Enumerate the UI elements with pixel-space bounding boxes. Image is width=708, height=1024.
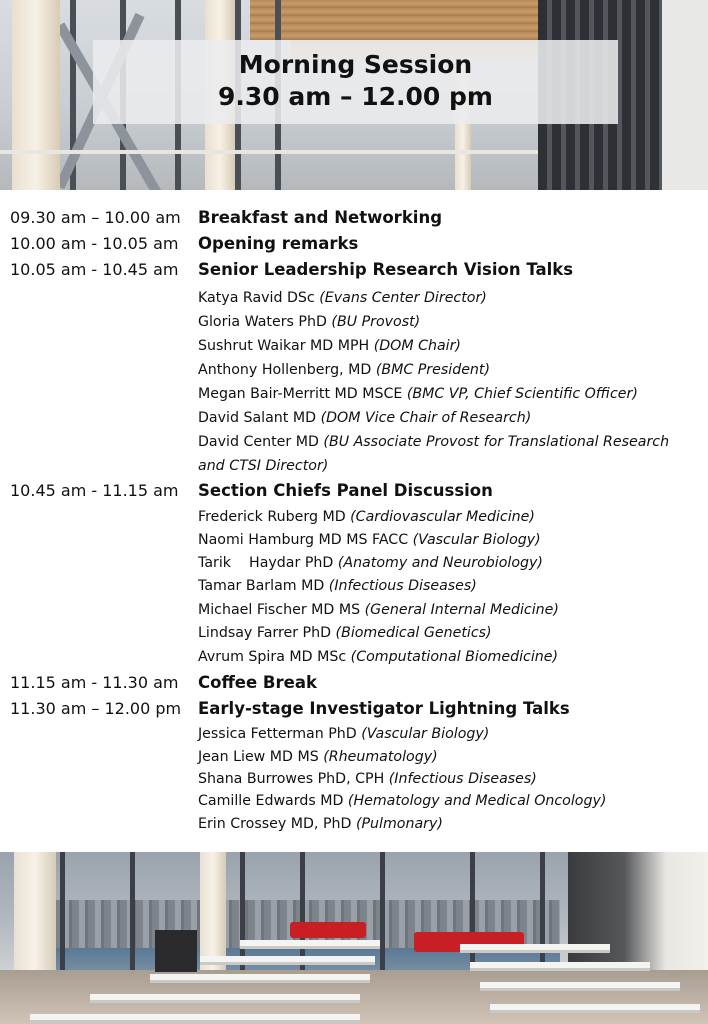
- speaker-name: Lindsay Farrer PhD: [198, 625, 336, 641]
- speaker-role: (BMC President): [375, 362, 491, 378]
- table: [200, 956, 375, 962]
- table: [470, 962, 650, 968]
- speaker-name: Megan Bair-Merritt MD MSCE: [198, 386, 407, 402]
- speaker-role: (DOM Chair): [373, 338, 461, 354]
- speaker: [198, 383, 698, 407]
- window-mullion: [130, 852, 135, 982]
- display-cart: [155, 930, 197, 972]
- footer-room-photo: [0, 852, 708, 1024]
- window-mullion: [380, 852, 385, 982]
- speaker-name: David Salant MD: [198, 410, 321, 426]
- agenda-time: 10.05 am - 10.45 am: [10, 260, 179, 279]
- speaker-name: Shana Burrowes PhD, CPH: [198, 771, 389, 787]
- speaker-role: (Anatomy and Neurobiology): [337, 555, 543, 571]
- speaker-name: David Center MD: [198, 434, 324, 450]
- window-mullion: [240, 852, 245, 982]
- speaker: [198, 335, 698, 359]
- agenda-event: Coffee Break: [198, 673, 317, 692]
- speaker-role: (Evans Center Director): [319, 290, 487, 306]
- table: [480, 982, 680, 988]
- table: [460, 944, 610, 950]
- speaker-name: Camille Edwards MD: [198, 793, 348, 809]
- speaker: [198, 407, 698, 431]
- speaker-name: Anthony Hollenberg, MD: [198, 362, 376, 378]
- speaker-name: Jean Liew MD MS: [198, 749, 324, 765]
- speaker-role: (BMC VP, Chief Scientific Officer): [406, 386, 638, 402]
- wood-ceiling: [250, 0, 570, 40]
- speaker-role: (Infectious Diseases): [388, 771, 537, 787]
- speaker: [198, 746, 698, 770]
- table: [490, 1004, 700, 1010]
- speaker-name: Michael Fischer MD MS: [198, 602, 365, 618]
- speaker: [198, 790, 698, 814]
- speaker-role: (Vascular Biology): [412, 532, 541, 548]
- speaker-role: (Cardiovascular Medicine): [350, 509, 535, 525]
- session-title-banner: [93, 40, 618, 124]
- red-sofa: [290, 922, 366, 938]
- speaker-name: Sushrut Waikar MD MPH: [198, 338, 374, 354]
- speaker-name: Gloria Waters PhD: [198, 314, 332, 330]
- speaker: [198, 813, 698, 837]
- speaker: [198, 599, 698, 623]
- speaker: [198, 723, 698, 747]
- speaker-role: (Infectious Diseases): [328, 578, 477, 594]
- agenda-event: Senior Leadership Research Vision Talks: [198, 260, 574, 279]
- header-atrium-photo: [0, 0, 708, 190]
- session-title: Morning Session: [238, 50, 473, 79]
- agenda-event: Opening remarks: [198, 234, 359, 253]
- speaker: [198, 506, 698, 530]
- speaker-role: (Computational Biomedicine): [350, 649, 559, 665]
- speaker-role: (Rheumatology): [323, 749, 438, 765]
- agenda-event: Early-stage Investigator Lightning Talks: [198, 699, 570, 718]
- speaker: [198, 529, 698, 553]
- agenda-item: [0, 206, 708, 230]
- speaker: [198, 287, 698, 311]
- agenda-time: 11.30 am – 12.00 pm: [10, 699, 182, 718]
- agenda-event: Section Chiefs Panel Discussion: [198, 481, 493, 500]
- agenda-time: 10.45 am - 11.15 am: [10, 481, 179, 500]
- window-mullion: [300, 852, 305, 982]
- agenda-time: 10.00 am - 10.05 am: [10, 234, 179, 253]
- speaker: [198, 768, 698, 792]
- speaker-role: (BU Associate Provost for Translational Research and CTSI Director): [198, 434, 670, 474]
- speaker-name: Katya Ravid DSc: [198, 290, 320, 306]
- agenda-time: 09.30 am – 10.00 am: [10, 208, 181, 227]
- window-mullion: [60, 852, 65, 982]
- table: [90, 994, 360, 1000]
- speaker: [198, 646, 698, 670]
- agenda: [0, 204, 708, 844]
- speaker: [198, 575, 698, 599]
- agenda-item: [0, 479, 708, 503]
- table: [240, 940, 380, 946]
- speaker-name: Avrum Spira MD MSc: [198, 649, 351, 665]
- speaker: [198, 552, 698, 576]
- speaker-role: (BU Provost): [331, 314, 421, 330]
- concrete-column: [12, 0, 60, 190]
- agenda-event: Breakfast and Networking: [198, 208, 443, 227]
- speaker-role: (Biomedical Genetics): [335, 625, 492, 641]
- speaker: [198, 431, 698, 478]
- speaker-role: (Hematology and Medical Oncology): [347, 793, 607, 809]
- speaker-name: Frederick Ruberg MD: [198, 509, 351, 525]
- agenda-item: [0, 697, 708, 721]
- agenda-item: [0, 258, 708, 282]
- speaker: [198, 622, 698, 646]
- agenda-item: [0, 671, 708, 695]
- speaker-role: (Vascular Biology): [361, 726, 490, 742]
- agenda-time: 11.15 am - 11.30 am: [10, 673, 179, 692]
- session-time-range: 9.30 am – 12.00 pm: [218, 82, 493, 111]
- speaker-name: Tamar Barlam MD: [198, 578, 329, 594]
- speaker-role: (DOM Vice Chair of Research): [320, 410, 532, 426]
- speaker-role: (General Internal Medicine): [364, 602, 559, 618]
- speaker: [198, 311, 698, 335]
- speaker: [198, 359, 698, 383]
- table: [150, 974, 370, 980]
- speaker-name: Erin Crossey MD, PhD: [198, 816, 356, 832]
- wall-panel: [662, 0, 708, 190]
- speaker-name: Tarik Haydar PhD: [198, 555, 338, 571]
- speaker-role: (Pulmonary): [355, 816, 443, 832]
- speaker-name: Naomi Hamburg MD MS FACC: [198, 532, 413, 548]
- table: [30, 1014, 360, 1020]
- agenda-item: [0, 232, 708, 256]
- speaker-name: Jessica Fetterman PhD: [198, 726, 362, 742]
